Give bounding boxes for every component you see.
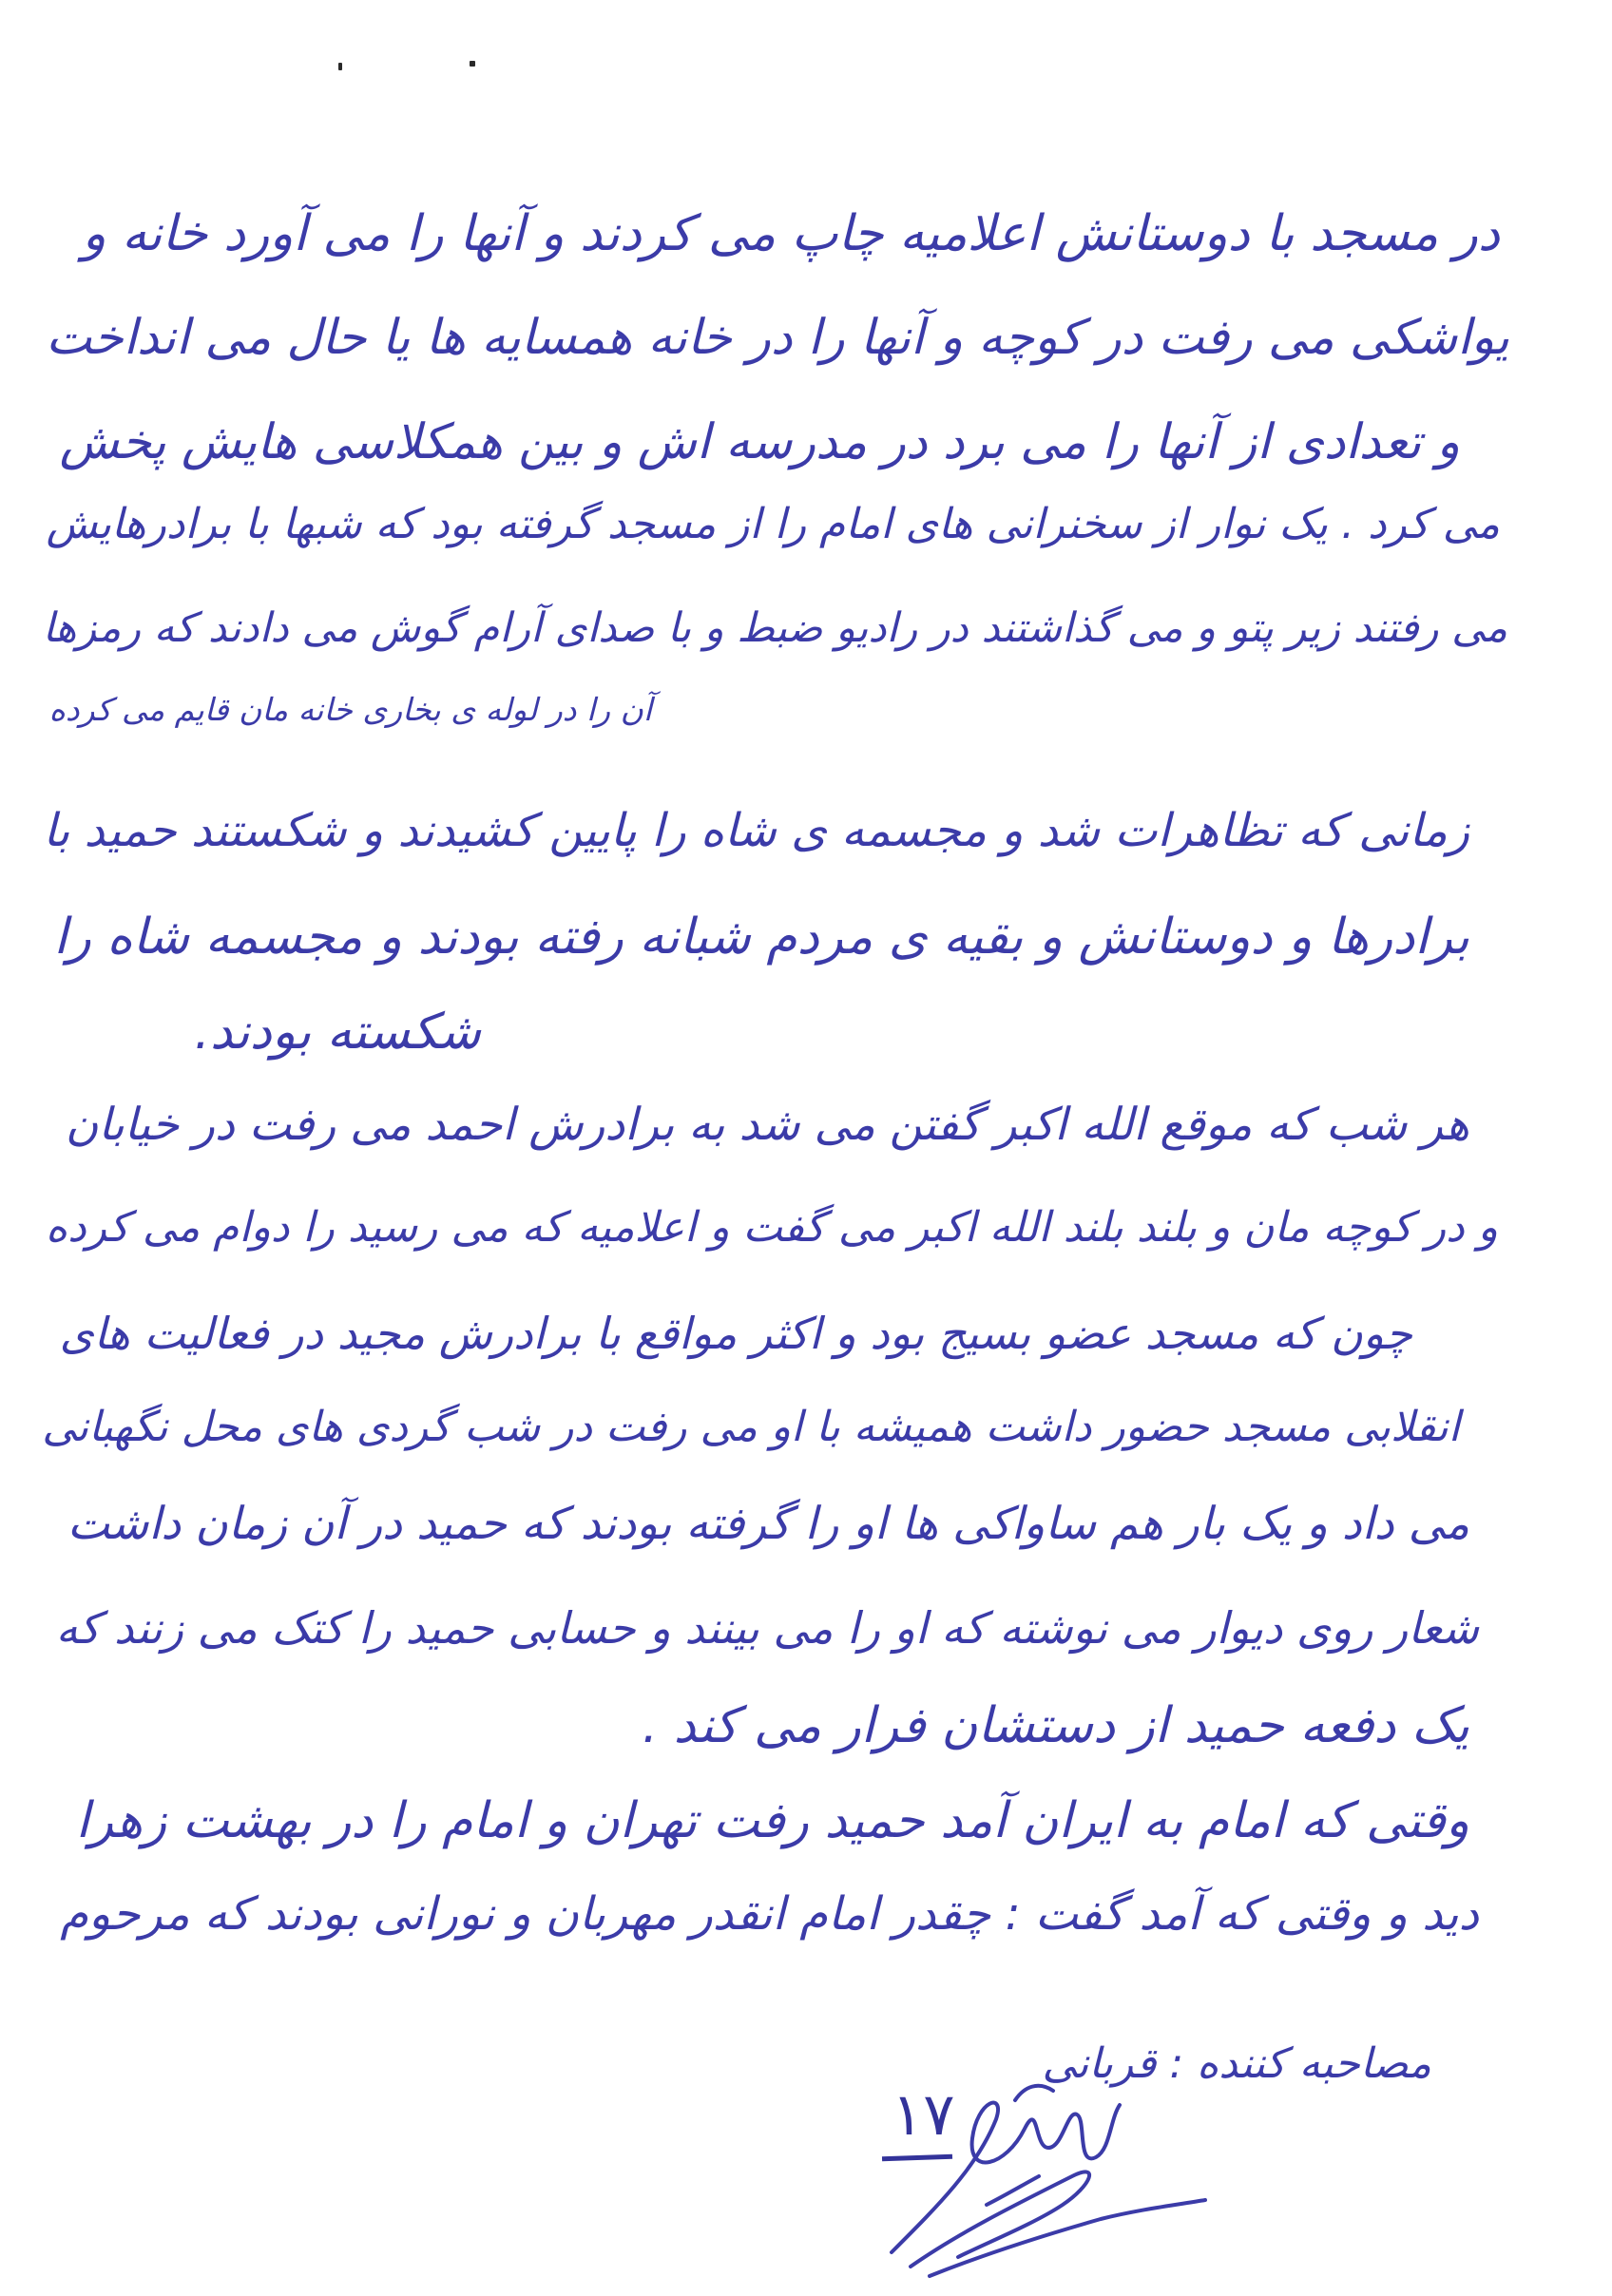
ink-speck [338, 63, 342, 70]
text-line-15: شعار روی دیوار می نوشته که او را می بینند و حسابی حمید را کتک می زنند که [55, 1602, 1479, 1654]
text-line-8: برادرها و دوستانش و بقیه ی مردم شبانه رفته بودند و مجسمه شاه را [53, 909, 1469, 966]
text-line-6: آن را در لوله ی بخاری خانه مان قایم می کرده [48, 691, 652, 728]
text-line-16: یک دفعه حمید از دستشان فرار می کند . [642, 1697, 1469, 1754]
text-line-10: هر شب که موقع الله اکبر گفتن می شد به برادرش احمد می رفت در خیابان [65, 1099, 1469, 1151]
text-line-1: در مسجد با دوستانش اعلامیه چاپ می کردند و آنها را می آورد خانه و [82, 205, 1500, 262]
text-line-7: زمانی که تظاهرات شد و مجسمه ی شاه را پایین کشیدند و شکستند حمید با [43, 804, 1469, 857]
text-line-14: می داد و یک بار هم ساواکی ها او را گرفته بودند که حمید در آن زمان داشت [67, 1498, 1469, 1550]
interviewer-credit: مصاحبه کننده : قربانی [1042, 2039, 1431, 2088]
text-line-3: و تعدادی از آنها را می برد در مدرسه اش و بین همکلاسی هایش پخش [59, 414, 1460, 470]
text-line-9: شکسته بودند. [194, 1004, 481, 1061]
text-line-18: دید و وقتی که آمد گفت : چقدر امام انقدر مهربان و نورانی بودند که مرحوم [60, 1887, 1479, 1941]
page-number: ۱۷ [892, 2079, 955, 2149]
ink-speck [470, 61, 475, 67]
text-line-5: می رفتند زیر پتو و می گذاشتند در رادیو ضبط و با صدای آرام گوش می دادند که رمزها [42, 604, 1507, 652]
text-line-17: وقتی که امام به ایران آمد حمید رفت تهران و امام را در بهشت زهرا [75, 1792, 1469, 1849]
signature-image [873, 2062, 1224, 2290]
text-line-12: چون که مسجد عضو بسیج بود و اکثر مواقع با برادرش مجید در فعالیت های [59, 1308, 1412, 1359]
text-line-11: و در کوچه مان و بلند بلند الله اکبر می گفت و اعلامیه که می رسید را دوام می کرده [46, 1203, 1498, 1252]
text-line-13: انقلابی مسجد حضور داشت همیشه با او می رفت در شب گردی های محل نگهبانی [42, 1403, 1460, 1451]
text-line-2: یواشکی می رفت در کوچه و آنها را در خانه همسایه ها یا حال می انداخت [46, 310, 1509, 366]
text-line-4: می کرد . یک نوار از سخنرانی های امام را از مسجد گرفته بود که شبها با برادرهایش [46, 500, 1500, 548]
